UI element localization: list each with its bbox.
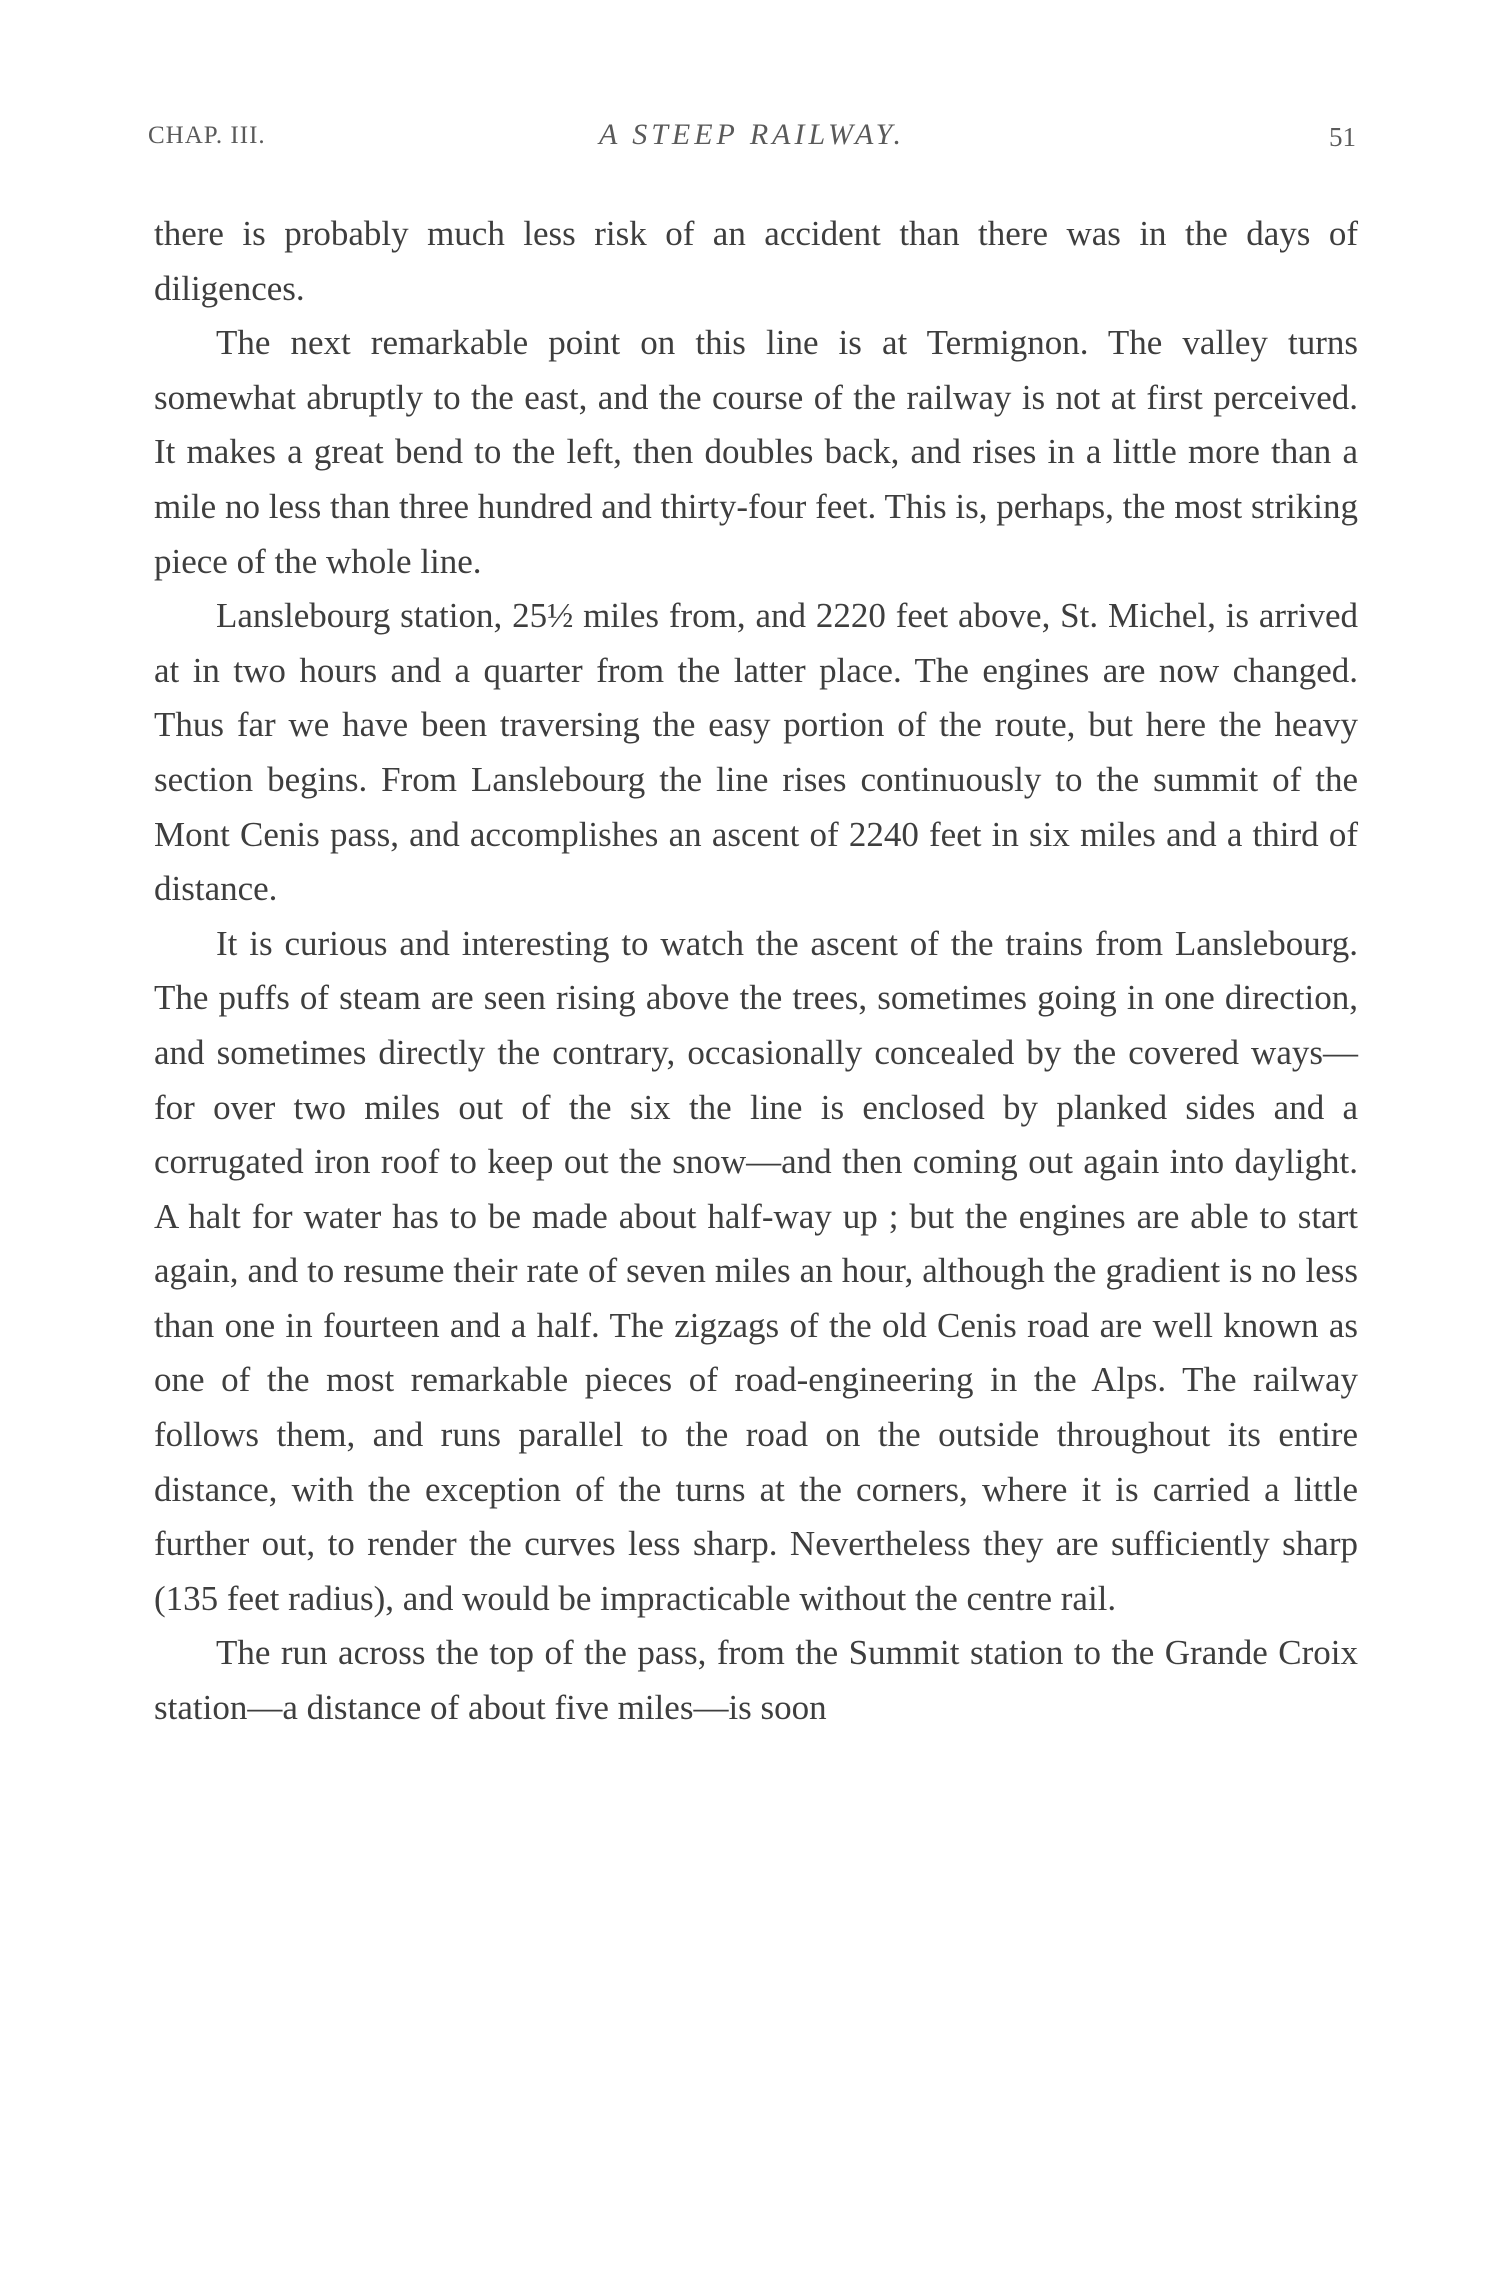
body-text xyxy=(154,207,1358,1736)
running-title: A STEEP RAILWAY. xyxy=(598,118,906,151)
chapter-label: CHAP. III. xyxy=(148,122,266,149)
page-number: 51 xyxy=(1329,122,1356,152)
paragraph-1: there is probably much less risk of an accident than there was in the days of diligences. xyxy=(154,214,1358,308)
paragraph-4: It is curious and interesting to watch the ascent of the trains from Lanslebourg. The puffs of steam are seen rising above the trees, sometimes going in one direction, and sometimes directly the contrary, occasionally concealed by the covered ways—for over two miles out of the six the line is enclosed by planked sides and a corrugated iron roof to keep out the snow—and then coming out again into daylight. A halt for water has to be made about half-way up ; but the engines are able to start again, and to resume their rate of seven miles an hour, although the gradient is no less than one in fourteen and a half. The zigzags of the old Cenis road are well known as one of the most remarkable pieces of road-engineering in the Alps. The railway follows them, and runs parallel to the road on the outside throughout its entire distance, with the exception of the turns at the corners, where it is carried a little further out, to render the curves less sharp. Nevertheless they are sufficiently sharp (135 feet radius), and would be impracticable without the centre rail. xyxy=(154,923,1358,1618)
paragraph-3: Lanslebourg station, 25½ miles from, and 2220 feet above, St. Michel, is arrived at in two hours and a quarter from the latter place. The engines are now changed. Thus far we have been traversing the easy portion of the route, but here the heavy section begins. From Lanslebourg the line rises continuously to the summit of the Mont Cenis pass, and accomplishes an ascent of 2240 feet in six miles and a third of distance. xyxy=(154,596,1358,909)
paragraph-2: The next remarkable point on this line is at Termignon. The valley turns somewhat abruptly to the east, and the course of the railway is not at first perceived. It makes a great bend to the left, then doubles back, and rises in a little more than a mile no less than three hundred and thirty-four feet. This is, perhaps, the most striking piece of the whole line. xyxy=(154,323,1358,581)
paragraph-5: The run across the top of the pass, from the Summit station to the Grande Croix station—a distance of about five miles—is soon xyxy=(154,1633,1358,1728)
running-head xyxy=(148,118,1356,158)
